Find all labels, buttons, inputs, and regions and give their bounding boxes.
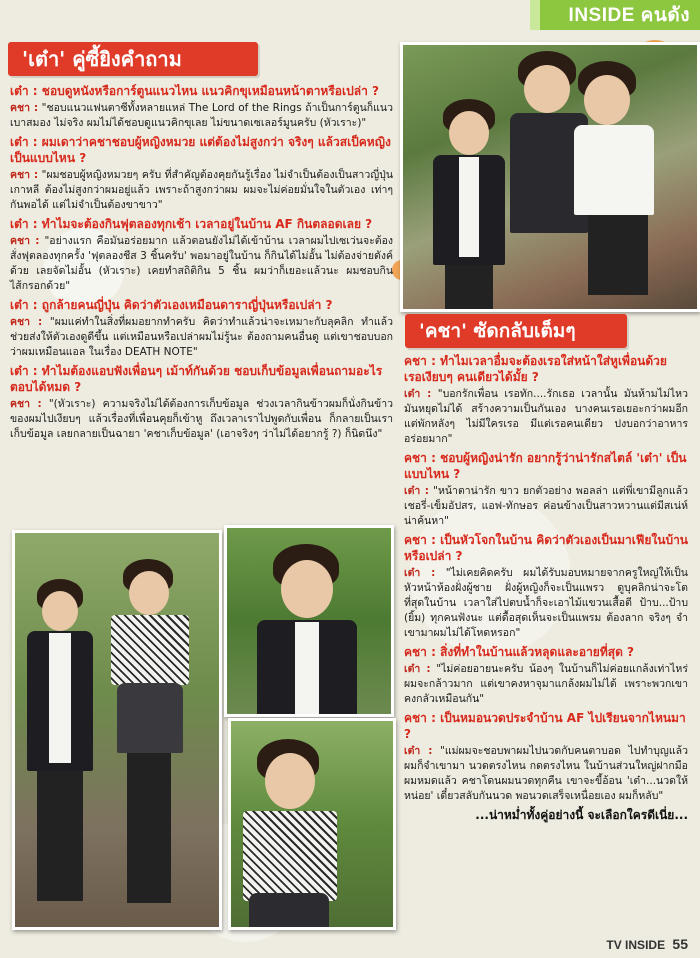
answer-text: "ชอบแนวแฟนตาซีทั้งหลายแหล่ The Lord of the Rings ถ้าเป็นการ์ตูนก็แนวเบาสมอง ไม่จริง ผมไม่ได้ชอบดูแนวคิกขุเลย ไม่ขนาดเซเลอร์มูนครับ (หัวเราะ)" xyxy=(10,102,393,129)
answer-text: "อย่างแรก คือมันอร่อยมาก แล้วตอนยังไม่ได้เข้าบ้าน เวลาผมไปเซเว่นจะต้องสั่งฟุตลองทุกครั้ง 'ฟุตลองชีส 3 ชิ้นครับ' พอมาอยู่ในบ้าน ก็กินได้ไม่อั้น ไม่ต้องจ่ายตังค์ด้วย เลยจัดไม่อั้น (หัวเราะ) เคยทำสถิติกิน 5 ชิ้น ผมว่าก็เยอะแล้วนะ ผมชอบกินไส้กรอกด้วย" xyxy=(10,235,394,292)
speaker-label: คชา : xyxy=(404,451,436,465)
answer-text: "ผมชอบผู้หญิงหมวยๆ ครับ ที่สำคัญต้องคุยกันรู้เรื่อง ไม่จำเป็นต้องเป็นสาวญี่ปุ่น เกาหลี ต้องไม่สูงกว่าผมอยู่แล้ว เพราะถ้าสูงกว่าผม ผมจะไม่ค่อยมั่นใจในตัวเอง เท่าๆ กันพอได้ แต่ไม่จำเป็นต้องขาขาว" xyxy=(10,169,394,211)
answer-text: "หน้าตาน่ารัก ขาว ยกตัวอย่าง พอลล่า แต่พี่เขามีลูกแล้ว เชอรี่-เข็มอัปสร, แอฟ-ทักษอร ค่อนข้างเป็นสาวหวานแต่มีสเน่ห์น่าค้นหา" xyxy=(404,485,688,527)
answer xyxy=(10,397,393,442)
answer xyxy=(404,484,688,529)
speaker-label: คชา : xyxy=(404,354,436,368)
question xyxy=(404,532,688,564)
question-text: ผมเดาว่าคชาชอบผู้หญิงหมวย แต่ต้องไม่สูงกว่า จริงๆ แล้วสเป็คหญิงเป็นแบบไหน ? xyxy=(10,135,391,165)
answer xyxy=(10,234,393,294)
speaker-label: คชา : xyxy=(10,398,42,410)
photo-duo-standing xyxy=(12,530,222,930)
speaker-label: คชา : xyxy=(404,645,436,659)
speaker-label: คชา : xyxy=(10,102,39,114)
photo-solo-cheering xyxy=(224,525,394,717)
question xyxy=(10,83,393,99)
question xyxy=(10,134,393,166)
speaker-label: เต๋า : xyxy=(10,298,38,312)
speaker-label: เต๋า : xyxy=(404,388,432,400)
speaker-label: เต๋า : xyxy=(10,135,38,149)
speaker-label: คชา : xyxy=(404,533,436,547)
answer xyxy=(10,168,393,213)
closing-line: ...น่าหม่ำทั้งคู่อย่างนี้ จะเลือกใครดีเนี่ย... xyxy=(475,808,688,822)
answer-text: "ผมแค่ทำในสิ่งที่ผมอยากทำครับ คิดว่าทำแล้วน่าจะเหมาะกับลุคลิก ทำแล้วช่วยส่งให้ตัวเองดูดีขึ้น แต่เหมือนหรือเปล่าผมไม่รู้นะ ต้องถามคนอื่นดู แต่เขาชอบบอกว่าผมเหมือนแอล ในเรื่อง DEATH NOTE" xyxy=(10,316,394,358)
question-text: เป็นหมอนวดประจำบ้าน AF ไปเรียนจากไหนมา ? xyxy=(404,711,686,741)
answer xyxy=(10,101,393,131)
speaker-label: เต๋า : xyxy=(404,485,429,497)
answer xyxy=(404,387,688,447)
question xyxy=(10,363,393,395)
question xyxy=(404,353,688,385)
question xyxy=(404,450,688,482)
question-text: ทำไมต้องแอบฟังเพื่อนๆ เม้าท์กันด้วย ชอบเก็บข้อมูลเพื่อนถามอะไรตอบได้หมด ? xyxy=(10,364,383,394)
speaker-label: เต๋า : xyxy=(404,745,433,757)
question-text: ชอบผู้หญิงน่ารัก อยากรู้ว่าน่ารักสไตล์ 'เต๋า' เป็นแบบไหน ? xyxy=(404,451,687,481)
question-text: เป็นหัวโจกในบ้าน คิดว่าตัวเองเป็นมาเฟียในบ้านหรือเปล่า ? xyxy=(404,533,689,563)
photo-duo-piggyback xyxy=(400,42,700,312)
speaker-label: คชา : xyxy=(10,235,40,247)
interview-title: 'เต๋า' คู่ซี้ยิงคำถาม xyxy=(22,47,182,71)
question-text: ทำไมจะต้องกินฟุตลองทุกเช้า เวลาอยู่ในบ้าน AF กินตลอดเลย ? xyxy=(41,217,373,231)
speaker-label: เต๋า : xyxy=(404,663,431,675)
question xyxy=(404,710,688,742)
question-text: ชอบดูหนังหรือการ์ตูนแนวไหน แนวคิกขุเหมือนหน้าตาหรือเปล่า ? xyxy=(41,84,379,98)
reply-title-banner xyxy=(405,314,627,348)
question xyxy=(10,216,393,232)
question xyxy=(10,297,393,313)
footer-brand: TV INSIDE xyxy=(606,938,666,952)
interview-title-banner xyxy=(8,42,258,76)
section-tag xyxy=(540,0,700,30)
photo-solo-rock-sign xyxy=(228,718,396,930)
answer-text: "ไม่ค่อยอายนะครับ น้องๆ ในบ้านก็ไม่ค่อยแกล้งเท่าไหร่ ผมจะกล้าวมาก แต่เขาคงหาจุมาแกล้งผมไม่ได้ เพราะพวกเขาคงกลัวเหมือนกัน" xyxy=(404,663,688,705)
answer xyxy=(404,744,688,804)
section-tag-label: INSIDE คนดัง xyxy=(568,5,690,26)
question-text: สิ่งที่ทำในบ้านแล้วหลุดและอายที่สุด ? xyxy=(440,645,634,659)
answer-text: "(หัวเราะ) ความจริงไม่ได้ต้องการเก็บข้อมูล ช่วงเวลากินข้าวผมก็นั่งกินข้าวของผมไปเงียบๆ แล้วเรื่องที่เพื่อนคุยก็เข้าหู ถึงเวลาเราไปพูดกับเพื่อน ก็กลายเป็นเราเก็บข้อมูล เลยกลายเป็นฉายา 'คชาเก็บข้อมูล' (เอาจริงๆ ว่าไม่ได้อยากรู้ ?) ก็นิดนึง" xyxy=(10,398,393,440)
question-text: ทำไมเวลาอื่มจะต้องเรอใส่หน้าใส่หูเพื่อนด้วย เรอเงียบๆ คนเดียวได้มั้ย ? xyxy=(404,354,667,384)
interview-column xyxy=(10,80,393,444)
answer xyxy=(404,566,688,641)
speaker-label: เต๋า : xyxy=(10,364,38,378)
speaker-label: เต๋า : xyxy=(404,567,436,579)
answer xyxy=(10,315,393,360)
section-tag-accent xyxy=(530,0,540,30)
speaker-label: เต๋า : xyxy=(10,84,38,98)
reply-title: 'คชา' ซัดกลับเต็มๆ xyxy=(419,320,576,342)
answer-text: "ไม่เคยคิดครับ ผมได้รับมอบหมายจากครูใหญ่ให้เป็นหัวหน้าห้องฝั่งผู้ชาย ฝั่งผู้หญิงก็จะเป็นแพรว ดูบุคลิกน่าจะโตที่สุดในบ้าน เวลาใส่ไปตบน้ำก็จะเอาไม้แขวนเสื้อตี ป้าบ...ป้าบ (ยิ้ม) ทุกคนฟังนะ แต่ดื้อสุดเห็นจะเป็นแพรม ต้องลาก จริงๆ จำเขามาผมไม่ได้โหดหรอก" xyxy=(404,567,688,639)
question xyxy=(404,644,688,660)
answer-text: "แม่ผมจะชอบพาผมไปนวดกับคนตาบอด ไปทำบุญแล้วผมก็จำเขามา นวดตรงไหน กดตรงไหน ในบ้านส่วนใหญ่ฝากมือผมหมดแล้ว คชาโดนผมนวดทุกคืน เขาจะขี้อ้อน 'เต๋า...นวดให้หน่อย' เดี๋ยวสลับกันนวด พอนวดเสร็จเหนื่อยเอง ผมก็หลับ" xyxy=(404,745,688,802)
speaker-label: คชา : xyxy=(10,316,43,328)
reply-column xyxy=(404,350,688,823)
answer xyxy=(404,662,688,707)
speaker-label: คชา : xyxy=(10,169,39,181)
speaker-label: เต๋า : xyxy=(10,217,38,231)
speaker-label: คชา : xyxy=(404,711,436,725)
page-footer xyxy=(606,936,688,952)
answer-text: "บอกรักเพื่อน เรอทัก....รักเธอ เวลานั้น มันห้ามไม่ไหว มันหยุดไม่ได้ สร้างความเป็นกันเอง บางคนเรอเยอะกว่าผมอีก แต่พักหลังๆ ไม่มีใครเรอ มีแต่เรอคนเดียว ปงบอกว่าอาหารอร่อยมาก" xyxy=(404,388,688,445)
page-number: 55 xyxy=(672,936,688,952)
question-text: ถูกล้ายคนญี่ปุ่น คิดว่าตัวเองเหมือนดาราญี่ปุ่นหรือเปล่า ? xyxy=(41,298,333,312)
